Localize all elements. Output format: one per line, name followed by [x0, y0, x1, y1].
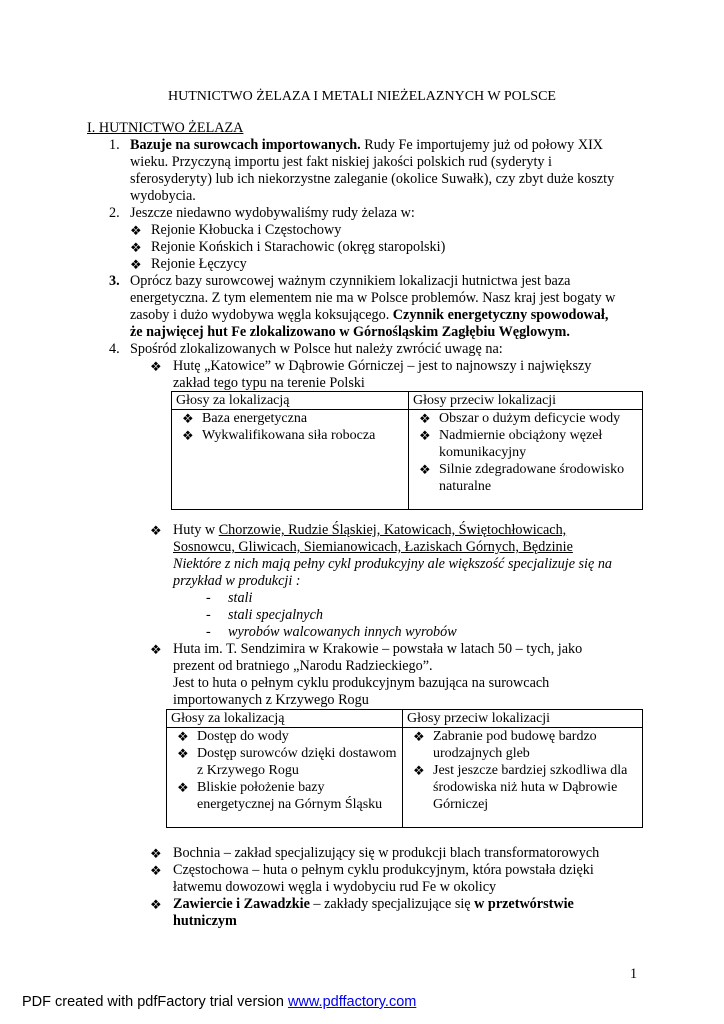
diamond-bullet-icon: ❖ [150, 359, 162, 374]
table-cell-against [409, 410, 643, 510]
diamond-bullet-icon: ❖ [177, 780, 189, 795]
item4-text: Spośród zlokalizowanych w Polsce hut należy zwrócić uwagę na: [130, 341, 503, 357]
pdffactory-link[interactable]: www.pdffactory.com [287, 994, 417, 1010]
table-list-item: ❖ Jest jeszcze bardziej szkodliwa dla środowiska niż huta w Dąbrowie Górniczej [413, 763, 628, 812]
table-sendzimir [166, 709, 643, 828]
item-number: 1. [109, 137, 120, 153]
dash-marker: - [206, 607, 211, 623]
katowice-line2: zakład tego typu na terenie Polski [173, 375, 365, 391]
diamond-bullet-icon: ❖ [182, 428, 194, 443]
table-list-item: ❖ Wykwalifikowana siła robocza [182, 428, 376, 443]
czestochowa-line2: łatwemu dowozowi węgla i wydobyciu rud Fe w okolicy [173, 879, 497, 895]
product-item: stali [228, 590, 253, 606]
list-item: Rejonie Kłobucka i Częstochowy [151, 222, 342, 238]
diamond-bullet-icon: ❖ [150, 523, 162, 538]
table-header-for: Głosy za lokalizacją [172, 392, 409, 410]
diamond-bullet-icon: ❖ [150, 863, 162, 878]
item3-line3: zasoby i dużo wydobywa węgla koksującego. Czynnik energetyczny spowodował, [130, 307, 609, 323]
page-title: HUTNICTWO ŻELAZA I METALI NIEŻELAZNYCH W POLSCE [168, 89, 556, 104]
table-katowice [171, 391, 643, 510]
item1-line1: Bazuje na surowcach importowanych. Rudy Fe importujemy już od połowy XIX [130, 137, 604, 153]
table-cell-against [403, 728, 643, 828]
diamond-bullet-icon: ❖ [419, 462, 431, 477]
section-heading: I. HUTNICTWO ŻELAZA [87, 120, 244, 136]
table-list-item: ❖ Dostęp surowców dzięki dostawom z Krzywego Rogu [177, 746, 397, 778]
table-header-against: Głosy przeciw lokalizacji [409, 392, 643, 410]
list-item: Rejonie Końskich i Starachowic (okręg staropolski) [151, 239, 446, 255]
item-number: 2. [109, 205, 120, 221]
dash-marker: - [206, 590, 211, 606]
czestochowa-line1: Częstochowa – huta o pełnym cyklu produkcyjnym, która powstała dzięki [173, 862, 594, 878]
zawiercie-line1: Zawiercie i Zawadzkie – zakłady specjalizujące się w przetwórstwie [173, 896, 574, 912]
huty-line1: Huty w Chorzowie, Rudzie Śląskiej, Katowicach, Świętochłowicach, [173, 522, 567, 538]
sendzimir-line2: prezent od bratniego „Narodu Radzieckiego”. [173, 658, 433, 674]
bochnia-line: Bochnia – zakład specjalizujący się w produkcji blach transformatorowych [173, 845, 600, 861]
pdf-footer: PDF created with pdfFactory trial version www.pdffactory.com [22, 994, 417, 1010]
product-item: wyrobów walcowanych innych wyrobów [228, 624, 457, 640]
table-list-item: ❖ Bliskie położenie bazy energetycznej na Górnym Śląsku [177, 780, 383, 812]
katowice-line1: Hutę „Katowice” w Dąbrowie Górniczej – jest to najnowszy i największy [173, 358, 592, 374]
item3-line2: energetyczna. Z tym elementem nie ma w Polsce problemów. Nasz kraj jest bogaty w [130, 290, 616, 306]
huty-note-line1: Niektóre z nich mają pełny cykl produkcyjny ale większość specjalizuje się na [173, 556, 613, 572]
diamond-bullet-icon: ❖ [150, 897, 162, 912]
table-list-item: ❖ Baza energetyczna [182, 411, 308, 426]
sendzimir-line1: Huta im. T. Sendzimira w Krakowie – powstała w latach 50 – tych, jako [173, 641, 583, 657]
dash-marker: - [206, 624, 211, 640]
diamond-bullet-icon: ❖ [182, 411, 194, 426]
diamond-bullet-icon: ❖ [130, 223, 142, 238]
diamond-bullet-icon: ❖ [150, 846, 162, 861]
table-list-item: ❖ Dostęp do wody [177, 729, 289, 744]
table-header-against: Głosy przeciw lokalizacji [403, 710, 643, 728]
table-cell-for [172, 410, 409, 510]
table-list-item: ❖ Zabranie pod budowę bardzo urodzajnych gleb [413, 729, 597, 761]
item1-line3: sferosyderyty) lub ich niekorzystne zaleganie (okolice Suwałk), czy zbyt duże koszty [130, 171, 615, 187]
table-header-for: Głosy za lokalizacją [167, 710, 403, 728]
item1-line2: wieku. Przyczyną importu jest fakt niskiej jakości polskich rud (syderyty i [130, 154, 552, 170]
huty-note-line2: przykład w produkcji : [173, 573, 301, 589]
item2-text: Jeszcze niedawno wydobywaliśmy rudy żelaza w: [130, 205, 415, 221]
diamond-bullet-icon: ❖ [413, 729, 425, 744]
table-list-item: ❖ Obszar o dużym deficycie wody [419, 411, 621, 426]
diamond-bullet-icon: ❖ [177, 746, 189, 761]
page-number: 1 [630, 966, 638, 982]
item3-line1: Oprócz bazy surowcowej ważnym czynnikiem lokalizacji hutnictwa jest baza [130, 273, 571, 289]
sendzimir-line3: Jest to huta o pełnym cyklu produkcyjnym bazująca na surowcach [173, 675, 550, 691]
table-cell-for [167, 728, 403, 828]
table-list-item: ❖ Silnie zdegradowane środowisko naturalne [419, 462, 625, 494]
zawiercie-line2: hutniczym [173, 913, 237, 929]
list-item: Rejonie Łęczycy [151, 256, 247, 272]
item-number: 3. [109, 273, 120, 289]
item3-line4: że najwięcej hut Fe zlokalizowano w Górnośląskim Zagłębiu Węglowym. [130, 324, 570, 340]
diamond-bullet-icon: ❖ [419, 411, 431, 426]
table-list-item: ❖ Nadmiernie obciążony węzeł komunikacyjny [419, 428, 603, 460]
diamond-bullet-icon: ❖ [130, 240, 142, 255]
item1-line4: wydobycia. [130, 188, 196, 204]
item-number: 4. [109, 341, 120, 357]
diamond-bullet-icon: ❖ [177, 729, 189, 744]
diamond-bullet-icon: ❖ [419, 428, 431, 443]
diamond-bullet-icon: ❖ [150, 642, 162, 657]
product-item: stali specjalnych [228, 607, 323, 623]
diamond-bullet-icon: ❖ [130, 257, 142, 272]
sendzimir-line4: importowanych z Krzywego Rogu [173, 692, 369, 708]
diamond-bullet-icon: ❖ [413, 763, 425, 778]
huty-line2: Sosnowcu, Gliwicach, Siemianowicach, Łaziskach Górnych, Będzinie [173, 539, 573, 555]
